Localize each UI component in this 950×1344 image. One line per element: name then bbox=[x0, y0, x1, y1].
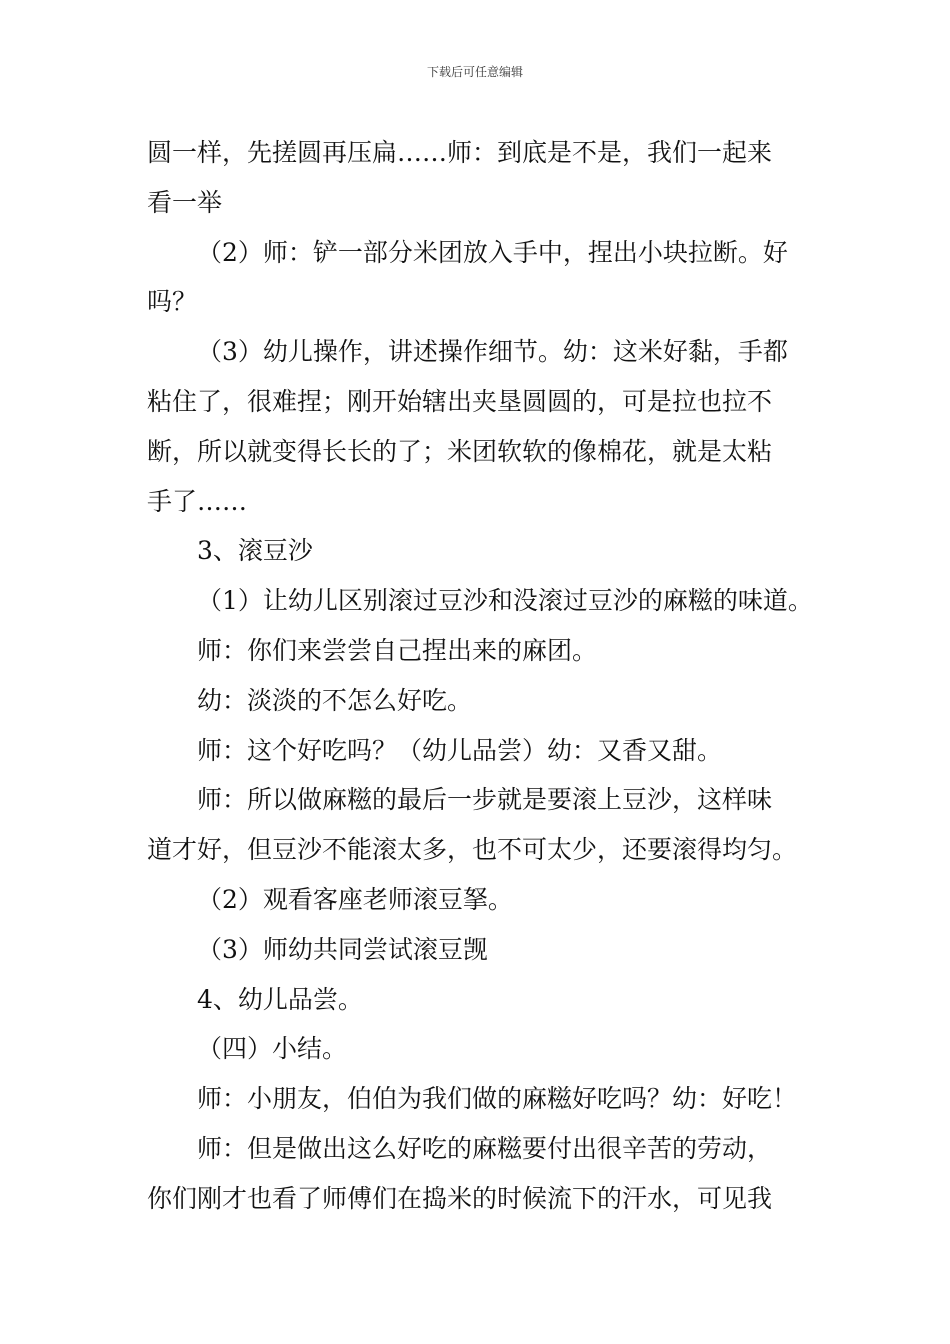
text-line: 看一举 bbox=[147, 187, 223, 217]
section-heading: 3、滚豆沙 bbox=[197, 536, 313, 566]
text-line: （3）幼儿操作，讲述操作细节。幼：这米好黏，手都 bbox=[197, 337, 788, 367]
text-line: （3）师幼共同尝试滚豆觊 bbox=[197, 934, 488, 964]
page-header: 下载后可任意编辑 bbox=[426, 65, 523, 79]
text-line: 师：小朋友，伯伯为我们做的麻糍好吃吗？幼：好吃！ bbox=[197, 1084, 798, 1114]
text-line: 断，所以就变得长长的了；米团软软的像棉花，就是太粘 bbox=[147, 436, 773, 466]
text-line: 师：你们来尝尝自己捏出来的麻团。 bbox=[197, 635, 598, 665]
text-line: （2）观看客座老师滚豆拏。 bbox=[197, 884, 513, 914]
text-line: 圆一样，先搓圆再压扁……师：到底是不是，我们一起来 bbox=[147, 138, 773, 167]
text-line: 师：但是做出这么好吃的麻糍要付出很辛苦的劳动， bbox=[197, 1133, 773, 1163]
document-body bbox=[147, 128, 812, 1224]
text-line: 吗？ bbox=[147, 287, 198, 317]
text-line: 师：这个好吃吗？（幼儿品尝）幼：又香又甜。 bbox=[197, 735, 723, 765]
text-line: （1）让幼儿区别滚过豆沙和没滚过豆沙的麻糍的味道。 bbox=[197, 586, 813, 616]
text-line: 手了…… bbox=[147, 486, 248, 516]
section-heading: （四）小结。 bbox=[197, 1034, 348, 1064]
text-line: 道才好，但豆沙不能滚太多，也不可太少，还要滚得均匀。 bbox=[147, 835, 798, 865]
text-line: 你们刚才也看了师傅们在捣米的时候流下的汗水，可见我 bbox=[147, 1183, 773, 1213]
text-line: （2）师：铲一部分米团放入手中，捏出小块拉断。好 bbox=[197, 237, 788, 267]
text-line: 师：所以做麻糍的最后一步就是要滚上豆沙，这样味 bbox=[197, 785, 773, 815]
section-heading: 4、幼儿品尝。 bbox=[197, 984, 363, 1014]
text-line: 粘住了，很难捏；刚开始辖出夹垦圆圆的，可是拉也拉不 bbox=[147, 386, 773, 416]
text-line: 幼：淡淡的不怎么好吃。 bbox=[197, 685, 473, 715]
